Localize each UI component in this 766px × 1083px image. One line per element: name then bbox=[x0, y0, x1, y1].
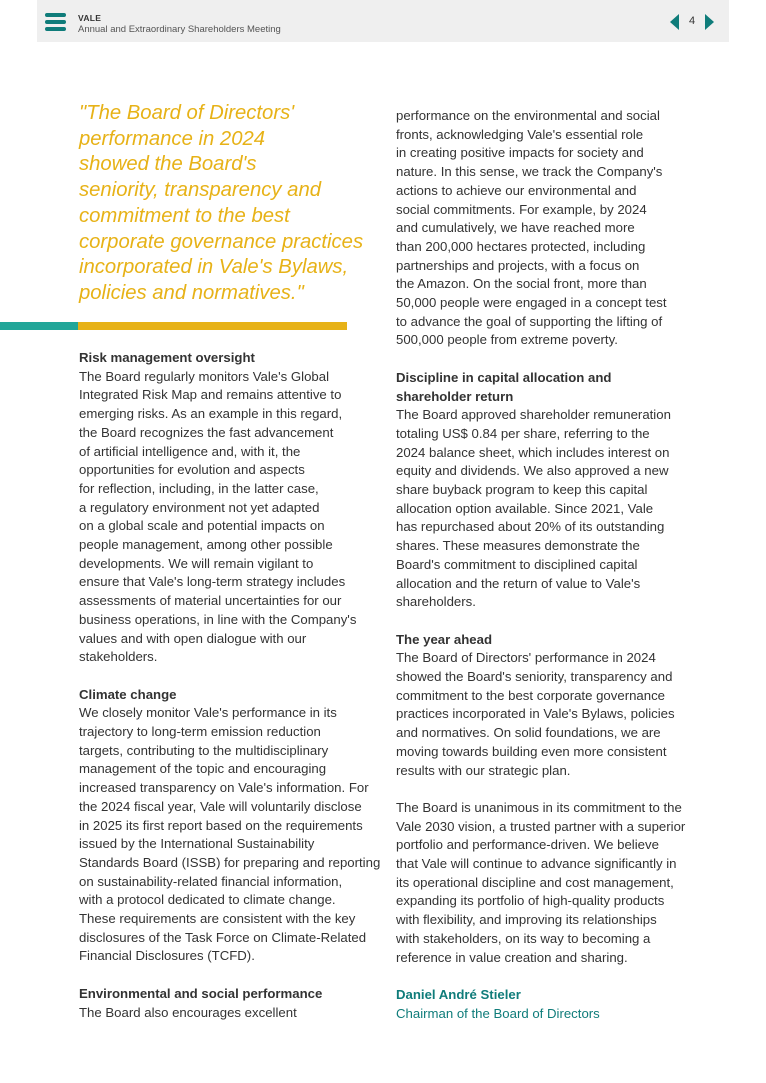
body-line: social commitments. For example, by 2024 bbox=[396, 201, 647, 217]
body-line: Board's commitment to disciplined capital bbox=[396, 556, 638, 572]
body-line: issued by the International Sustainability bbox=[79, 836, 315, 852]
body-line: showed the Board's seniority, transparency and bbox=[396, 669, 673, 685]
section-heading-environmental: Environmental and social performance bbox=[79, 985, 323, 1001]
body-line: nature. In this sense, we track the Company's bbox=[396, 164, 663, 180]
body-line: totaling US$ 0.84 per share, referring to the bbox=[396, 425, 650, 441]
quote-line: incorporated in Vale's Bylaws, bbox=[79, 256, 349, 279]
body-line: with flexibility, and improving its relationships bbox=[396, 912, 657, 928]
body-line: to advance the goal of supporting the lifting of bbox=[396, 313, 663, 329]
body-line: and normatives. On solid foundations, we are bbox=[396, 725, 661, 741]
body-line: Vale 2030 vision, a trusted partner with a superior bbox=[396, 818, 686, 834]
body-line: business operations, in line with the Company's bbox=[79, 611, 357, 627]
body-line: in 2025 its first report based on the requirements bbox=[79, 817, 363, 833]
section-heading-year-ahead: The year ahead bbox=[396, 631, 493, 647]
brand-name: VALE bbox=[78, 13, 102, 23]
quote-line: commitment to the best bbox=[79, 204, 290, 227]
body-line: on sustainability-related financial information, bbox=[79, 873, 343, 889]
quote-line: performance in 2024 bbox=[79, 127, 266, 150]
body-line: Integrated Risk Map and remains attentive to bbox=[79, 387, 342, 403]
quote-line: showed the Board's bbox=[79, 153, 257, 176]
page-number: 4 bbox=[688, 15, 696, 27]
body-line: results with our strategic plan. bbox=[396, 762, 571, 778]
body-line: 500,000 people from extreme poverty. bbox=[396, 332, 618, 348]
body-line: trajectory to long-term emission reduction bbox=[79, 724, 321, 740]
body-line: reference in value creation and sharing. bbox=[396, 949, 628, 965]
body-line: practices incorporated in Vale's Bylaws, policies bbox=[396, 706, 675, 722]
body-line: that Vale will continue to advance significantly in bbox=[396, 856, 677, 872]
body-line: Standards Board (ISSB) for preparing and reporting bbox=[79, 854, 381, 870]
body-line: partnerships and projects, with a focus on bbox=[396, 257, 640, 273]
body-line: portfolio and performance-driven. We believe bbox=[396, 837, 659, 853]
body-line: Financial Disclosures (TCFD). bbox=[79, 948, 255, 964]
pull-quote bbox=[79, 101, 379, 307]
body-line: performance on the environmental and social bbox=[396, 108, 660, 123]
body-line: the Amazon. On the social front, more than bbox=[396, 276, 647, 292]
previous-page-icon[interactable] bbox=[670, 14, 679, 30]
left-column bbox=[79, 349, 379, 1022]
body-line: ensure that Vale's long-term strategy includes bbox=[79, 574, 346, 590]
divider-teal bbox=[0, 322, 78, 330]
quote-line: "The Board of Directors' bbox=[79, 102, 295, 124]
body-line: The Board regularly monitors Vale's Global bbox=[79, 368, 330, 384]
body-line: commitment to the best corporate governance bbox=[396, 687, 666, 703]
body-line: for reflection, including, in the latter case, bbox=[79, 480, 319, 496]
body-line: management of the topic and encouraging bbox=[79, 761, 327, 777]
body-line: on a global scale and potential impacts on bbox=[79, 518, 325, 534]
body-line: people management, among other possible bbox=[79, 537, 333, 553]
body-line: allocation and the return of value to Vale's bbox=[396, 575, 641, 591]
body-line: share buyback program to keep this capital bbox=[396, 482, 648, 498]
body-line: has repurchased about 20% of its outstanding bbox=[396, 519, 665, 535]
section-heading-capital: shareholder return bbox=[396, 388, 514, 404]
signature-title: Chairman of the Board of Directors bbox=[396, 1005, 600, 1021]
body-line: targets, contributing to the multidisciplinary bbox=[79, 742, 329, 758]
menu-icon[interactable] bbox=[45, 13, 66, 31]
body-line: than 200,000 hectares protected, including bbox=[396, 238, 646, 254]
document-subtitle: Annual and Extraordinary Shareholders Meeting bbox=[78, 24, 281, 35]
body-line: emerging risks. As an example in this regard, bbox=[79, 406, 343, 422]
quote-line: seniority, transparency and bbox=[79, 179, 321, 202]
body-line: increased transparency on Vale's information. For bbox=[79, 780, 369, 796]
body-line: shares. These measures demonstrate the bbox=[396, 538, 640, 554]
body-line: The Board approved shareholder remuneration bbox=[396, 407, 671, 423]
body-line: shareholders. bbox=[396, 594, 476, 610]
body-line: These requirements are consistent with the key bbox=[79, 911, 356, 927]
signature-name: Daniel André Stieler bbox=[396, 986, 521, 1002]
body-line: The Board is unanimous in its commitment to the bbox=[396, 799, 682, 815]
body-line: 2024 balance sheet, which includes interest on bbox=[396, 444, 670, 460]
body-line: stakeholders. bbox=[79, 649, 158, 665]
header-bar bbox=[37, 0, 729, 42]
body-line: We closely monitor Vale's performance in its bbox=[79, 705, 337, 721]
body-line: 50,000 people were engaged in a concept test bbox=[396, 295, 667, 311]
section-heading-climate: Climate change bbox=[79, 686, 177, 702]
body-line: its operational discipline and cost management, bbox=[396, 874, 674, 890]
body-line: The Board also encourages excellent bbox=[79, 1004, 297, 1020]
body-line: and cumulatively, we have reached more bbox=[396, 220, 635, 236]
next-page-icon[interactable] bbox=[705, 14, 714, 30]
quote-line: policies and normatives." bbox=[79, 281, 304, 304]
quote-line: corporate governance practices bbox=[79, 230, 364, 253]
body-line: allocation option available. Since 2021, Vale bbox=[396, 500, 654, 516]
body-line: The Board of Directors' performance in 2024 bbox=[396, 650, 656, 666]
body-line: equity and dividends. We also approved a new bbox=[396, 463, 669, 479]
body-line: expanding its portfolio of high-quality products bbox=[396, 893, 665, 909]
body-line: a regulatory environment not yet adapted bbox=[79, 499, 320, 515]
body-line: of artificial intelligence and, with it, the bbox=[79, 443, 301, 459]
body-line: actions to achieve our environmental and bbox=[396, 182, 637, 198]
body-line: values and with open dialogue with our bbox=[79, 630, 307, 646]
body-line: developments. We will remain vigilant to bbox=[79, 555, 314, 571]
body-line: disclosures of the Task Force on Climate-Related bbox=[79, 929, 367, 945]
divider-gold bbox=[78, 322, 347, 330]
section-heading-capital: Discipline in capital allocation and bbox=[396, 369, 612, 385]
body-line: the 2024 fiscal year, Vale will voluntarily disclose bbox=[79, 798, 362, 814]
right-column bbox=[396, 107, 696, 1023]
body-line: the Board recognizes the fast advancement bbox=[79, 424, 334, 440]
body-line: with a protocol dedicated to climate change. bbox=[79, 892, 336, 908]
body-line: opportunities for evolution and aspects bbox=[79, 462, 305, 478]
section-heading-risk: Risk management oversight bbox=[79, 350, 255, 365]
body-line: with stakeholders, on its way to becoming a bbox=[396, 930, 651, 946]
body-line: in creating positive impacts for society and bbox=[396, 145, 644, 161]
body-line: fronts, acknowledging Vale's essential role bbox=[396, 126, 644, 142]
body-line: assessments of material uncertainties for our bbox=[79, 593, 342, 609]
body-line: moving towards building even more consistent bbox=[396, 743, 667, 759]
